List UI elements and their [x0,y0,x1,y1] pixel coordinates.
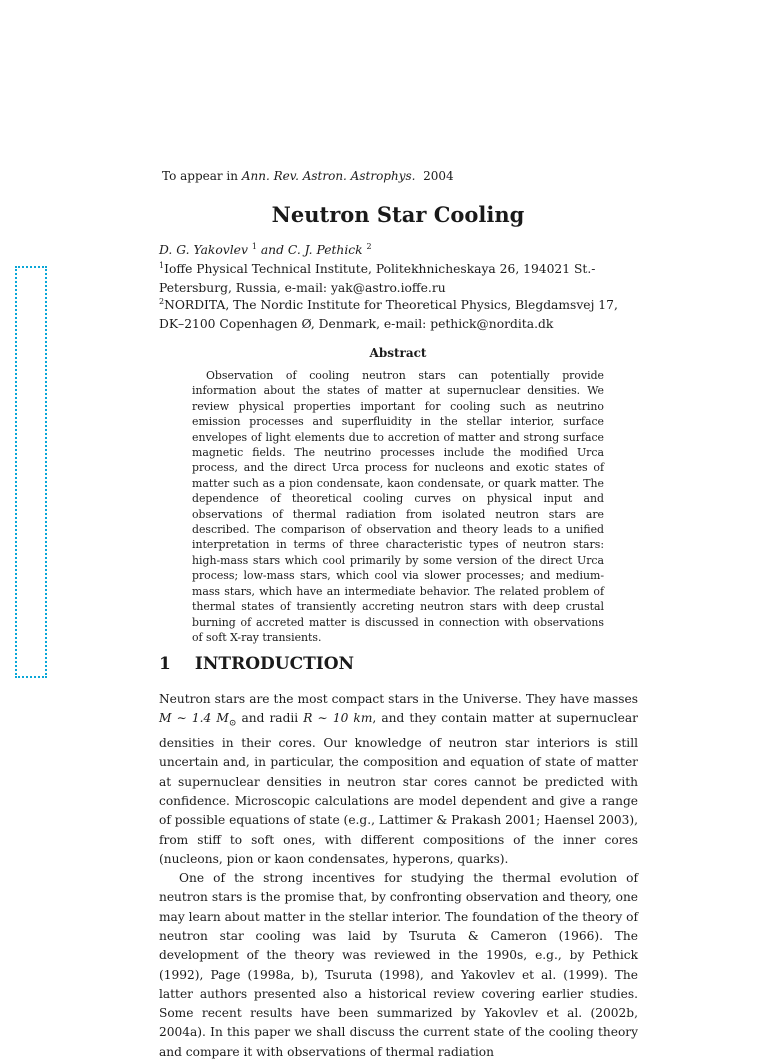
section-body [159,690,638,1062]
affiliation [159,260,639,299]
margin-annotation-box [15,266,47,678]
author-name: D. G. Yakovlev [159,243,248,258]
section-heading [159,654,354,674]
abstract-heading: Abstract [369,346,427,360]
math-radius: R ∼ 10 km [303,711,373,726]
author-conjunction: and [260,243,284,258]
abstract-body [192,368,604,645]
abstract-text: Observation of cooling neutron stars can potentially provide information about the states of matter at supernuclear densities. We review physical properties important for cooling such as neutrino emission processes and superfluidity in the stellar interior, surface envelopes of light elements due to accretion of matter and strong surface magnetic fields. The neutrino processes include the modified Urca process, and the direct Urca process for nucleons and exotic states of matter such as a pion condensate, kaon condensate, or quark matter. The dependence of theoretical cooling curves on physical input and observations of thermal radiation from isolated neutron stars are described. The comparison of observation and theory leads to a unified interpretation in terms of three characteristic types of neutron stars: high-mass stars which cool primarily by some version of the direct Urca process; low-mass stars, which cool via slower processes; and medium-mass stars, which have an intermediate behavior. The related problem of thermal states of transiently accreting neutron stars with deep crustal burning of accreted matter is discussed in connection with observations of soft X-ray transients. [192,369,604,644]
paragraph-text: , and they contain matter at supernuclear densities in their cores. Our knowledge of neutron star interiors is still uncertain and, in particular, the composition and equation of state of matter at supernuclear densities in neutron star cores cannot be predicted with confidence. Microscopic calculations are model dependent and give a range of possible equations of state (e.g., Lattimer & Prakash 2001; Haensel 2003), from stiff to soft ones, with different compositions of the inner cores (nucleons, pion or kaon condensates, hyperons, quarks). [159,711,638,866]
section-number: 1 [159,654,171,674]
paragraph [159,690,638,869]
author-affil-mark: 2 [366,242,372,251]
affiliation-text: NORDITA, The Nordic Institute for Theoretical Physics, Blegdamsvej 17, DK–2100 Copenhagen Ø, Denmark, e-mail: pethick@nordita.dk [159,298,618,332]
paper-title: Neutron Star Cooling [271,202,525,227]
affiliation-text: Ioffe Physical Technical Institute, Politekhnicheskaya 26, 194021 St.-Petersburg, Russia, e-mail: yak@astro.ioffe.ru [159,262,596,296]
affiliation [159,296,639,335]
affiliation-mark: 1 [159,261,165,270]
section-title: INTRODUCTION [194,654,355,674]
journal-name: Ann. Rev. Astron. Astrophys. [241,169,416,183]
author-name: C. J. Pethick [287,243,363,258]
sun-symbol: ⊙ [228,718,237,729]
publication-year: 2004 [423,169,454,183]
author-line [159,242,372,257]
affiliation-mark: 2 [159,297,165,306]
paragraph: One of the strong incentives for studying the thermal evolution of neutron stars is the promise that, by confronting observation and theory, one may learn about matter in the stellar interior. The foundation of the theory of neutron star cooling was laid by Tsuruta & Cameron (1966). The development of the theory was reviewed in the 1990s, e.g., by Pethick (1992), Page (1998a, b), Tsuruta (1998), and Yakovlev et al. (1999). The latter authors presented also a historical review covering earlier studies. Some recent results have been summarized by Yakovlev et al. (2002b, 2004a). In this paper we shall discuss the current state of the cooling theory and compare it with observations of thermal radiation [159,871,638,1059]
author-affil-mark: 1 [251,242,257,251]
paragraph-text: and radii [241,711,299,726]
publication-note [162,169,454,183]
paragraph-text: Neutron stars are the most compact stars in the Universe. They have masses [159,692,638,706]
publication-note-prefix: To appear in [162,169,239,183]
math-mass: M ∼ 1.4 M [159,711,229,726]
